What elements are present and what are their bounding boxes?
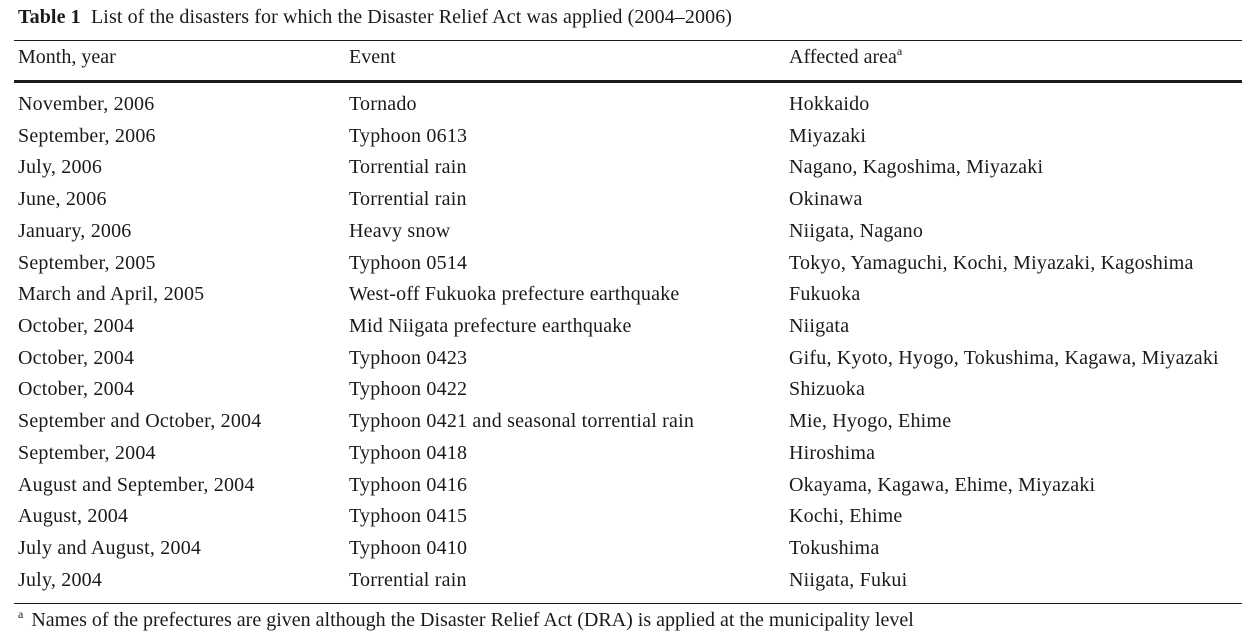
cell-month: September and October, 2004 <box>18 410 262 433</box>
cell-event: Typhoon 0416 <box>349 473 468 496</box>
cell-affected-area: Niigata, Nagano <box>789 219 924 242</box>
footnote-mark: a <box>18 607 24 621</box>
cell-event: Torrential rain <box>349 156 467 179</box>
cell-month: August, 2004 <box>18 505 129 528</box>
cell-affected-area: Hokkaido <box>789 93 870 115</box>
bottom-rule <box>14 603 1242 604</box>
table-footnote <box>18 609 914 632</box>
cell-event: Heavy snow <box>349 219 451 242</box>
header-rule <box>14 80 1242 83</box>
cell-event: West-off Fukuoka prefecture earthquake <box>349 283 680 306</box>
table-header <box>0 46 1254 74</box>
top-rule <box>14 40 1242 41</box>
cell-affected-area: Niigata, Fukui <box>789 568 908 591</box>
cell-affected-area: Shizuoka <box>789 378 866 401</box>
table-caption <box>18 6 732 29</box>
cell-month: July and August, 2004 <box>18 537 202 560</box>
cell-month: July, 2006 <box>18 156 103 179</box>
cell-affected-area: Miyazaki <box>789 124 867 147</box>
cell-affected-area: Kochi, Ehime <box>789 505 903 528</box>
table-title: List of the disasters for which the Disaster Relief Act was applied (2004–2006) <box>90 6 733 28</box>
cell-event: Typhoon 0422 <box>349 378 468 401</box>
cell-affected-area: Okayama, Kagawa, Ehime, Miyazaki <box>789 473 1096 496</box>
header-event: Event <box>349 46 396 68</box>
cell-event: Torrential rain <box>349 568 467 591</box>
table-row <box>0 347 1254 379</box>
cell-affected-area: Nagano, Kagoshima, Miyazaki <box>789 156 1044 179</box>
table-row <box>0 569 1254 601</box>
cell-month: October, 2004 <box>18 378 135 401</box>
cell-month: July, 2004 <box>18 568 103 591</box>
header-affected-area <box>789 46 902 69</box>
cell-month: January, 2006 <box>18 219 132 242</box>
header-month: Month, year <box>18 46 116 68</box>
cell-month: October, 2004 <box>18 315 135 338</box>
cell-month: September, 2006 <box>18 124 156 147</box>
cell-month: October, 2004 <box>18 346 135 369</box>
cell-event: Typhoon 0415 <box>349 505 468 528</box>
cell-event: Typhoon 0613 <box>349 124 468 147</box>
table-row <box>0 537 1254 569</box>
cell-event: Typhoon 0410 <box>349 537 468 560</box>
footnote-text: Names of the prefectures are given although the Disaster Relief Act (DRA) is applied at the municipality level <box>31 609 914 631</box>
cell-month: September, 2005 <box>18 251 156 274</box>
table-body <box>0 93 1254 601</box>
cell-affected-area: Mie, Hyogo, Ehime <box>789 410 952 433</box>
table-row <box>0 378 1254 410</box>
cell-event: Typhoon 0421 and seasonal torrential rain <box>349 410 695 433</box>
cell-affected-area: Hiroshima <box>789 441 876 464</box>
cell-month: September, 2004 <box>18 441 156 464</box>
header-area-label: Affected area <box>789 46 897 68</box>
table-row <box>0 442 1254 474</box>
table-label: Table 1 <box>18 6 81 28</box>
footnote-marker: a <box>896 44 903 58</box>
cell-event: Tornado <box>349 93 417 115</box>
cell-event: Typhoon 0514 <box>349 251 468 274</box>
table-row <box>0 156 1254 188</box>
table-row <box>0 410 1254 442</box>
cell-month: June, 2006 <box>18 188 107 211</box>
cell-affected-area: Niigata <box>789 315 850 338</box>
table-row <box>0 125 1254 157</box>
table-row <box>0 93 1254 125</box>
cell-affected-area: Tokushima <box>789 537 880 560</box>
cell-event: Torrential rain <box>349 188 467 211</box>
table-row <box>0 283 1254 315</box>
table-row <box>0 188 1254 220</box>
cell-affected-area: Fukuoka <box>789 283 861 306</box>
cell-month: November, 2006 <box>18 93 155 115</box>
table-row <box>0 474 1254 506</box>
table-row <box>0 252 1254 284</box>
cell-event: Typhoon 0418 <box>349 441 468 464</box>
table-row <box>0 315 1254 347</box>
table-row <box>0 505 1254 537</box>
cell-affected-area: Gifu, Kyoto, Hyogo, Tokushima, Kagawa, Miyazaki <box>789 346 1219 369</box>
cell-event: Typhoon 0423 <box>349 346 468 369</box>
cell-month: August and September, 2004 <box>18 473 255 496</box>
cell-event: Mid Niigata prefecture earthquake <box>349 315 632 338</box>
table-row <box>0 220 1254 252</box>
cell-affected-area: Tokyo, Yamaguchi, Kochi, Miyazaki, Kagoshima <box>789 251 1194 274</box>
cell-affected-area: Okinawa <box>789 188 863 211</box>
cell-month: March and April, 2005 <box>18 283 205 306</box>
